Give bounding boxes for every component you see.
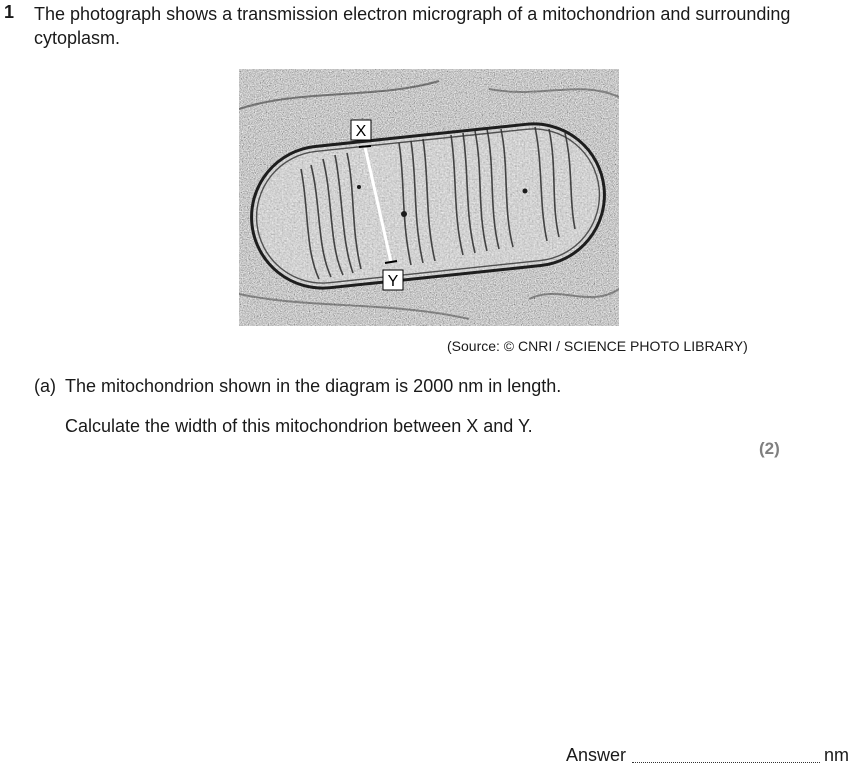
marks-indicator: (2): [759, 439, 780, 458]
label-x-box: [351, 120, 371, 140]
question-text: The photograph shows a transmission electron micrograph of a mitochondrion and surrounding cytoplasm.: [34, 4, 791, 48]
micrograph-figure: [239, 69, 619, 326]
answer-row: [566, 745, 856, 769]
answer-label: Answer: [566, 745, 627, 765]
part-a-instruction: Calculate the width of this mitochondrion between X and Y.: [65, 416, 533, 436]
label-x: X: [355, 123, 367, 140]
question-number: 1: [4, 2, 15, 22]
answer-unit: nm: [824, 745, 850, 765]
figure-source: (Source: © CNRI / SCIENCE PHOTO LIBRARY): [447, 338, 748, 354]
part-a-text: The mitochondrion shown in the diagram is 2000 nm in length.: [65, 376, 562, 396]
label-y: Y: [387, 273, 399, 290]
label-y-box: [383, 270, 403, 290]
answer-line[interactable]: [632, 762, 820, 763]
part-a-label: (a): [34, 376, 56, 396]
